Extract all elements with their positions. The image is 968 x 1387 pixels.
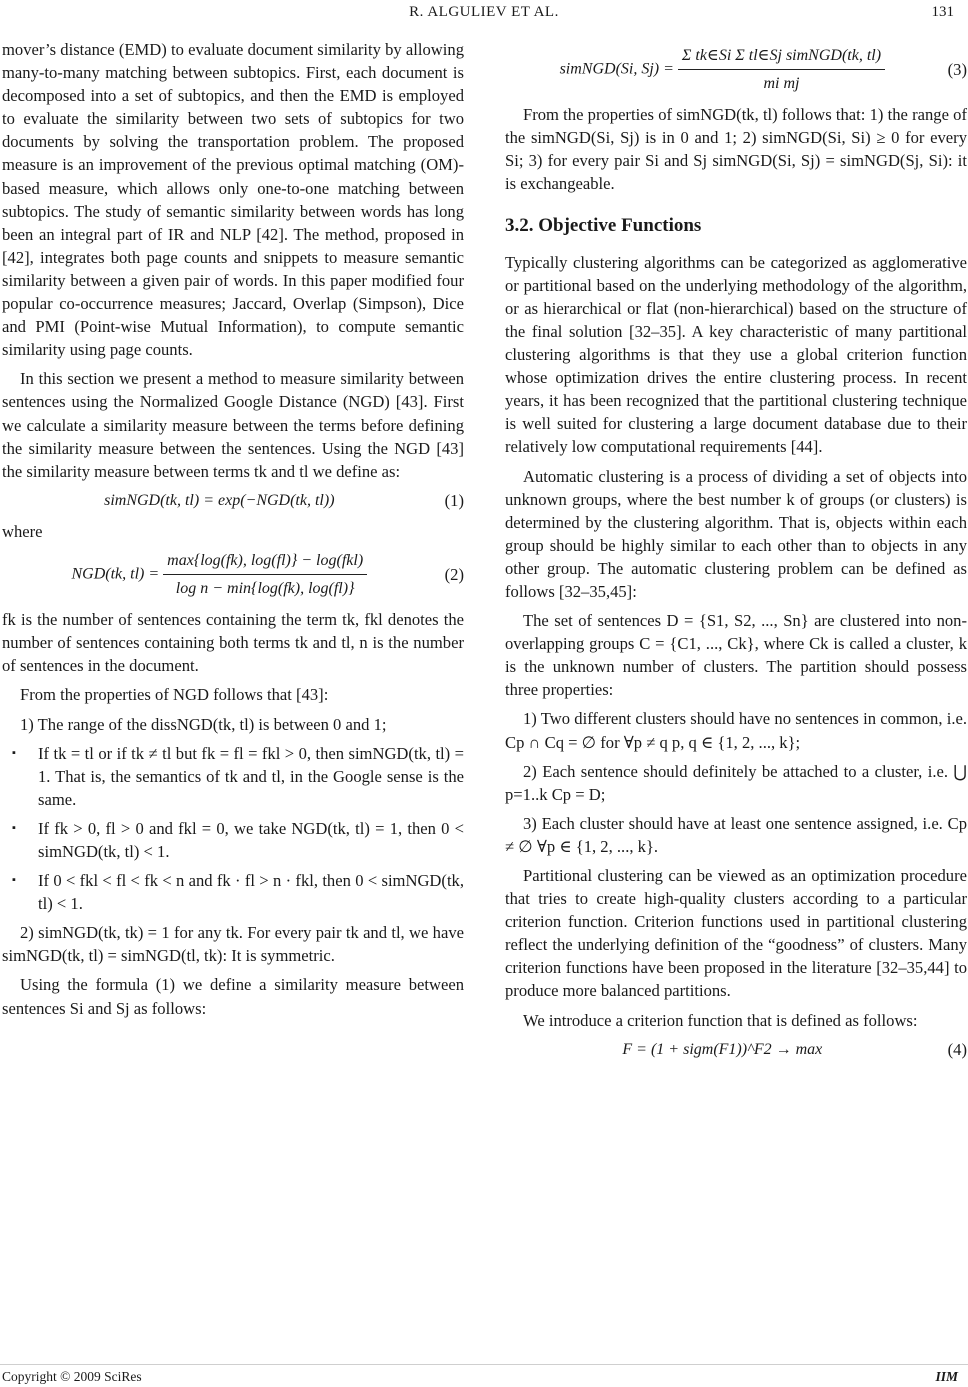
paragraph: 1) The range of the dissNGD(tk, tl) is between 0 and 1; [20,714,387,734]
equation-fraction [678,44,885,95]
equation-3 [505,44,967,95]
equation-lhs: simNGD(Si, Sj) = [559,60,674,78]
bullet-item: ▪ If fk > 0, fl > 0 and fkl = 0, we take NGD(tk, tl) = 1, then 0 < simNGD(tk, tl) < 1. [2,817,464,863]
fraction-denominator: mi mj [763,75,800,93]
page-number: 131 [931,4,954,20]
paragraph: In this section we present a method to measure similarity between sentences using the Normalized Google Distance (NGD) [43]. First we calculate a similarity measure between the terms before defining the similarity measure between the sentences. Using the NGD [43] the similarity measure between terms tk and tl we define as: [2,369,464,481]
equation-body: F = (1 + sigm(F1))^F2 → max [622,1040,823,1058]
equation-1 [2,489,464,512]
bullet-item: ▪ If 0 < fkl < fl < fk < n and fk · fl > n · fkl, then 0 < simNGD(tk, tl) < 1. [2,869,464,915]
right-column [505,38,967,1069]
paragraph: fk is the number of sentences containing the term tk, fkl denotes the number of sentences containing both terms tk and tl, n is the number of sentences in the document. [2,610,464,676]
journal-abbreviation: IIM [935,1369,958,1384]
bullet-item: ▪ If tk = tl or if tk ≠ tl but fk = fl = fkl > 0, then simNGD(tk, tl) = 1. That is, the semantics of tk and tl, in the Google sense is the same. [2,742,464,811]
paragraph: 2) simNGD(tk, tk) = 1 for any tk. For every pair tk and tl, we have simNGD(tk, tl) = simNGD(tl, tk): It is symmetric. [2,923,464,966]
paragraph: 2) Each sentence should definitely be attached to a cluster, i.e. ⋃ p=1..k Cp = D; [505,761,967,804]
equation-number: (2) [444,565,464,585]
paragraph: where [2,521,43,541]
paragraph: Partitional clustering can be viewed as an optimization procedure that tries to create high-quality clusters according to a particular criterion function. Criterion functions used in partitional clustering reflect the underlying definition of the “goodness” of clusters. Many criterion functions have been proposed in the literature [32–35,44] to produce more balanced partitions. [505,866,967,1001]
paragraph: Using the formula (1) we define a similarity measure between sentences Si and Sj as follows: [2,975,464,1018]
paragraph: 3) Each cluster should have at least one sentence assigned, i.e. Cp ≠ ∅ ∀p ∈ {1, 2, ..., k}. [505,813,967,856]
paragraph: From the properties of simNGD(tk, tl) follows that: 1) the range of the simNGD(Si, Sj) is in 0 and 1; 2) simNGD(Si, Si) ≥ 0 for every Si; 3) for every pair Si and Sj simNGD(Si, Sj) = simNGD(Sj, Si): it is exchangeable. [505,105,967,194]
paragraph: From the properties of NGD follows that [43]: [20,685,329,705]
equation-number: (4) [947,1039,967,1059]
paragraph: 1) Two different clusters should have no sentences in common, i.e. Cp ∩ Cq = ∅ for ∀p ≠ q p, q ∈ {1, 2, ..., k}; [505,709,967,752]
fraction-numerator: max{log(fk), log(fl)} − log(fkl) [163,549,367,575]
paragraph: mover’s distance (EMD) to evaluate document similarity by allowing many-to-many matching between subtopics. First, each document is decomposed into a set of subtopics, and then the EMD is employed to evaluate the similarity between two sets of subtopics for two documents by solving the transportation problem. The proposed measure is an improvement of the previous optimal matching (OM)-based measure, which allows only one-to-one matching between subtopics. The study of semantic similarity between words has long been an integral part of IR and NLP [42]. The method, proposed in [42], integrates both page counts and snippets to measure semantic similarity between a given pair of words. In this paper modified four popular co-occurrence measures; Jaccard, Overlap (Simpson), Dice and PMI (Point-wise Mutual Information), to compute semantic similarity using page counts. [2,40,464,360]
equation-2 [2,549,464,600]
page-footer [0,1364,968,1385]
running-head: R. ALGULIEV ET AL. [409,4,559,20]
equation-number: (3) [947,60,967,80]
paragraph: The set of sentences D = {S1, S2, ..., Sn} are clustered into non-overlapping groups C = {C1, ..., Ck}, where Ck is called a cluster, k is the unknown number of clusters. The partition should possess three properties: [505,611,967,700]
equation-lhs: NGD(tk, tl) = [71,565,160,583]
paragraph: Typically clustering algorithms can be categorized as agglomerative or partitional based on the underlying methodology of the algorithm, or as hierarchical or flat (non-hierarchical) based on the structure of the final solution [32–35]. A key characteristic of many partitional clustering algorithms is that they use a global criterion function whose optimization drives the entire clustering process. In recent years, it has been recognized that the partitional clustering technique is well suited for clustering a large document database due to their relatively low computational requirements [44]. [505,252,967,457]
fraction-numerator: Σ tk∈Si Σ tl∈Sj simNGD(tk, tl) [678,44,885,70]
equation-4 [505,1038,967,1061]
equation-body [505,44,940,95]
copyright-notice: Copyright © 2009 SciRes [2,1369,142,1384]
left-column [2,38,464,1026]
equation-body: simNGD(tk, tl) = exp(−NGD(tk, tl)) [104,491,335,509]
equation-body [2,549,437,600]
section-heading: 3.2. Objective Functions [505,214,702,236]
equation-number: (1) [444,490,464,510]
page-header [0,0,968,24]
paragraph: We introduce a criterion function that is defined as follows: [523,1010,918,1030]
fraction-denominator: log n − min{log(fk), log(fl)} [175,580,355,598]
equation-fraction [163,549,367,600]
paragraph: Automatic clustering is a process of dividing a set of objects into unknown groups, where the best number k of groups (or clusters) is determined by the clustering algorithm. That is, objects within each group should be highly similar to each other than to objects in any other group. The automatic clustering problem can be defined as follows [32–35,45]: [505,466,967,601]
